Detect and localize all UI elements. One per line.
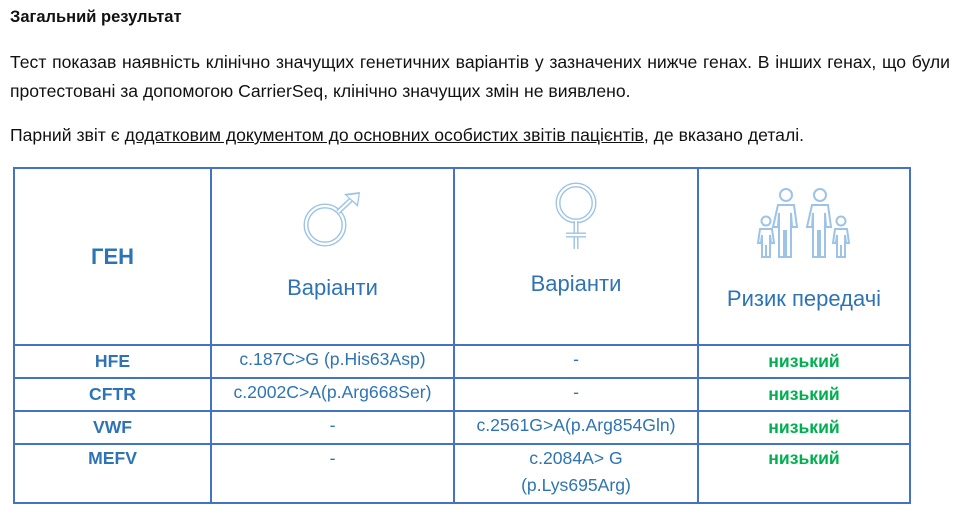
section-heading: Загальний результат bbox=[10, 8, 182, 26]
variant-text-line1: c.2084A> G bbox=[529, 448, 623, 468]
header-female-variants bbox=[454, 168, 698, 345]
male-variant-cell bbox=[211, 345, 454, 378]
header-male-variants-label: Варіанти bbox=[287, 275, 378, 300]
family-icon bbox=[754, 187, 854, 259]
note-prefix: Парний звіт є bbox=[10, 125, 125, 145]
gene-cell: VWF bbox=[14, 411, 211, 444]
variant-text: c.187C>G (p.His63Asp) bbox=[239, 349, 426, 369]
table-row bbox=[14, 345, 910, 378]
report-note-paragraph bbox=[10, 121, 950, 150]
risk-cell: низький bbox=[698, 444, 910, 503]
male-variant-cell bbox=[211, 444, 454, 503]
gene-cell: HFE bbox=[14, 345, 211, 378]
variant-text: c.2002C>A(p.Arg668Ser) bbox=[233, 382, 432, 402]
variant-text: - bbox=[329, 415, 336, 435]
header-male-variants bbox=[211, 168, 454, 345]
table-row bbox=[14, 378, 910, 411]
additional-document-link-text: додатковим документом до основних особистих звітів пацієнтів bbox=[124, 125, 644, 145]
gene-cell: MEFV bbox=[14, 444, 211, 503]
gene-cell: CFTR bbox=[14, 378, 211, 411]
female-symbol-icon bbox=[546, 181, 606, 251]
risk-cell: низький bbox=[698, 411, 910, 444]
table-row bbox=[14, 444, 910, 503]
female-variant-cell bbox=[454, 345, 698, 378]
variant-text-line2: (p.Lys695Arg) bbox=[521, 475, 631, 495]
variant-text: - bbox=[329, 448, 336, 468]
note-suffix: , де вказано деталі. bbox=[643, 125, 805, 145]
header-gene bbox=[14, 168, 211, 345]
male-variant-cell bbox=[211, 378, 454, 411]
header-transmission-risk bbox=[698, 168, 910, 345]
female-variant-cell bbox=[454, 378, 698, 411]
male-variant-cell bbox=[211, 411, 454, 444]
header-transmission-risk-label: Ризик передачі bbox=[726, 286, 882, 311]
risk-cell: низький bbox=[698, 378, 910, 411]
female-variant-cell bbox=[454, 444, 698, 503]
header-gene-label: ГЕН bbox=[90, 243, 135, 269]
table-row bbox=[14, 411, 910, 444]
variant-text: c.2561G>A(p.Arg854Gln) bbox=[476, 415, 676, 435]
header-female-variants-label: Варіанти bbox=[530, 271, 622, 296]
male-symbol-icon bbox=[298, 191, 368, 251]
variant-text: - bbox=[573, 382, 579, 402]
female-variant-cell bbox=[454, 411, 698, 444]
results-table bbox=[13, 167, 911, 504]
variant-text: - bbox=[573, 349, 579, 369]
risk-cell: низький bbox=[698, 345, 910, 378]
result-paragraph: Тест показав наявність клінічно значущих генетичних варіантів у зазначених нижче генах. В інших генах, що були протестовані за допомогою CarrierSeq, клінічно значущих змін не виявлено. bbox=[10, 52, 950, 101]
table-header-row bbox=[14, 168, 910, 345]
